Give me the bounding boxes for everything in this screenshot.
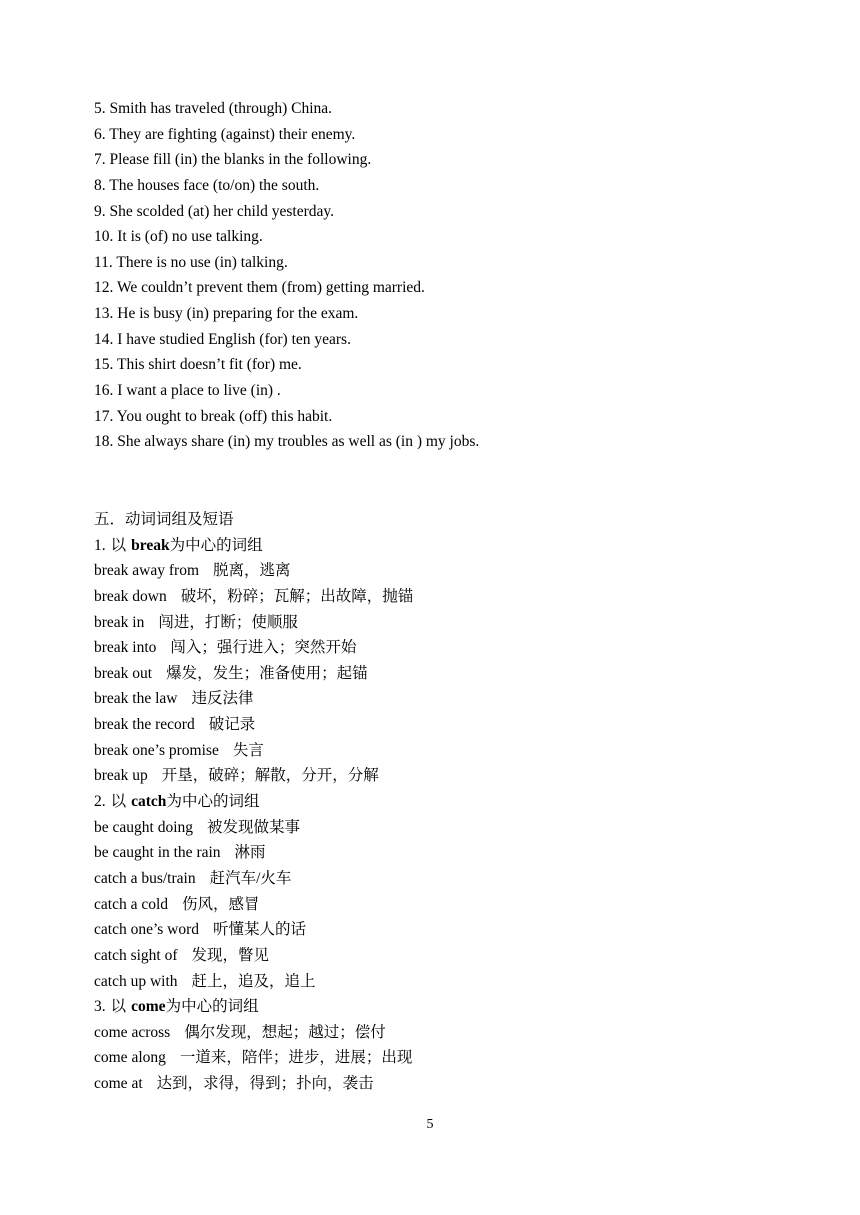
phrase-english: break down <box>94 587 167 605</box>
phrase-chinese: 伤风，感冒 <box>182 895 260 913</box>
phrase-row <box>94 610 794 636</box>
phrase-english: come along <box>94 1049 166 1067</box>
group-suffix: 为中心的词组 <box>169 536 263 554</box>
phrase-chinese: 一道来，陪伴；进步，进展；出现 <box>179 1049 413 1067</box>
phrase-row <box>94 815 794 841</box>
phrase-chinese: 发现，瞥见 <box>191 946 270 964</box>
sentence-line: 12. We couldn’t prevent them (from) getting married. <box>94 279 425 297</box>
phrase-chinese: 闯入；强行进入；突然开始 <box>170 639 357 657</box>
phrase-section <box>94 507 794 1097</box>
phrase-row <box>94 1020 794 1046</box>
phrase-english: break away from <box>94 562 200 580</box>
phrase-row <box>94 686 794 712</box>
phrase-chinese: 淋雨 <box>234 844 266 862</box>
phrase-english: be caught in the rain <box>94 844 221 862</box>
phrase-chinese: 违反法律 <box>191 690 254 708</box>
group-keyword: break <box>131 536 170 554</box>
sentence-line: 9. She scolded (at) her child yesterday. <box>94 202 335 220</box>
phrase-row <box>94 712 794 738</box>
phrase-english: catch a cold <box>94 895 169 913</box>
phrase-row <box>94 892 794 918</box>
sentence-line: 10. It is (of) no use talking. <box>94 228 263 246</box>
phrase-chinese: 闯进，打断；使顺服 <box>158 613 298 631</box>
sentence-line: 5. Smith has traveled (through) China. <box>94 100 333 117</box>
phrase-english: catch a bus/train <box>94 869 196 887</box>
sentence-line: 15. This shirt doesn’t fit (for) me. <box>94 356 302 374</box>
phrase-chinese: 破记录 <box>208 716 256 734</box>
phrase-chinese: 爆发，发生；准备使用；起锚 <box>166 664 368 682</box>
phrase-chinese: 偶尔发现，想起；越过；偿付 <box>184 1023 386 1041</box>
phrase-row <box>94 558 794 584</box>
phrase-row <box>94 917 794 943</box>
phrase-english: catch one’s word <box>94 921 200 939</box>
phrase-english: catch up with <box>94 972 178 990</box>
phrase-chinese: 失言 <box>232 741 264 759</box>
group-prefix: 以 <box>110 793 127 811</box>
sentence-line: 8. The houses face (to/on) the south. <box>94 176 320 194</box>
group-heading <box>94 789 794 815</box>
phrase-row <box>94 584 794 610</box>
group-heading <box>94 533 794 559</box>
group-number: 3. <box>94 998 106 1016</box>
group-heading <box>94 994 794 1020</box>
sentence-line: 17. You ought to break (off) this habit. <box>94 407 333 425</box>
phrase-english: break into <box>94 639 157 657</box>
phrase-row <box>94 1045 794 1071</box>
phrase-row <box>94 840 794 866</box>
phrase-row <box>94 943 794 969</box>
phrase-chinese: 破坏，粉碎；瓦解；出故障，抛锚 <box>180 587 414 605</box>
phrase-row <box>94 661 794 687</box>
group-suffix: 为中心的词组 <box>166 793 260 811</box>
section-title: 五．动词词组及短语 <box>94 511 234 528</box>
phrase-chinese: 赶上，追及，追上 <box>191 972 316 990</box>
group-suffix: 为中心的词组 <box>165 998 259 1016</box>
phrase-chinese: 赶汽车/火车 <box>209 869 292 887</box>
phrase-english: break in <box>94 613 145 631</box>
phrase-english: break up <box>94 767 148 785</box>
phrase-row <box>94 763 794 789</box>
group-number: 2. <box>94 793 106 811</box>
sentence-line: 6. They are fighting (against) their enemy. <box>94 125 356 143</box>
sentence-line: 18. She always share (in) my troubles as well as (in ) my jobs. <box>94 433 480 451</box>
group-number: 1. <box>94 536 106 554</box>
group-prefix: 以 <box>110 998 127 1016</box>
group-prefix: 以 <box>110 536 127 554</box>
phrase-row <box>94 969 794 995</box>
phrase-english: come across <box>94 1023 171 1041</box>
sentence-line: 11. There is no use (in) talking. <box>94 253 288 271</box>
phrase-english: be caught doing <box>94 818 194 836</box>
sentence-list <box>94 96 794 455</box>
phrase-english: break the record <box>94 716 195 734</box>
phrase-chinese: 开垦，破碎；解散，分开，分解 <box>161 767 379 785</box>
phrase-row <box>94 1071 794 1097</box>
phrase-english: break out <box>94 664 153 682</box>
sentence-line: 14. I have studied English (for) ten years. <box>94 330 351 348</box>
sentence-line: 13. He is busy (in) preparing for the exam. <box>94 305 359 323</box>
group-keyword: catch <box>131 793 167 811</box>
phrase-chinese: 被发现做某事 <box>207 818 301 836</box>
phrase-english: break the law <box>94 690 178 708</box>
sentence-line: 7. Please fill (in) the blanks in the following. <box>94 151 372 169</box>
group-keyword: come <box>131 998 166 1016</box>
sentence-line: 16. I want a place to live (in) . <box>94 382 281 400</box>
phrase-english: come at <box>94 1075 143 1093</box>
page-number: 5 <box>426 1117 434 1132</box>
phrase-row <box>94 635 794 661</box>
phrase-chinese: 达到，求得，得到；扑向，袭击 <box>156 1075 374 1093</box>
phrase-english: break one’s promise <box>94 741 219 759</box>
phrase-groups <box>94 533 794 1097</box>
phrase-chinese: 听懂某人的话 <box>213 921 307 939</box>
phrase-english: catch sight of <box>94 946 178 964</box>
phrase-row <box>94 866 794 892</box>
phrase-chinese: 脱离，逃离 <box>213 562 291 580</box>
phrase-row <box>94 738 794 764</box>
